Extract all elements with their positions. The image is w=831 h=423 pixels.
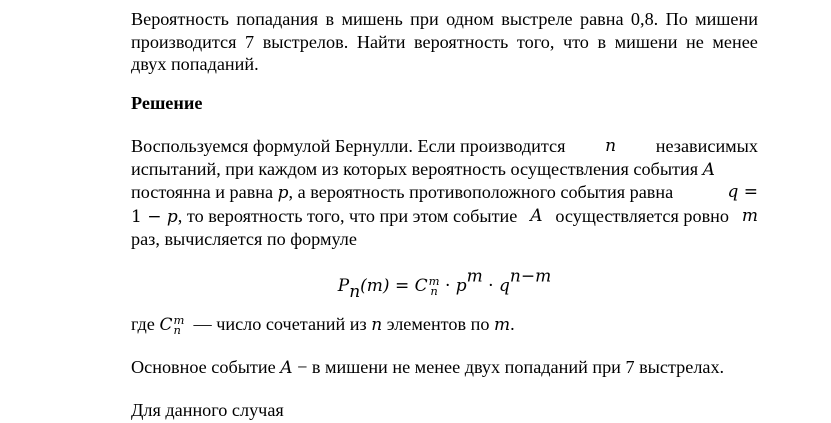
var-a-2: A (530, 205, 543, 226)
intro-text-3-left (131, 181, 673, 205)
intro-text-3a: постоянна и равна (131, 182, 274, 202)
bernoulli-formula (131, 266, 758, 302)
var-a: A (702, 159, 715, 180)
formula-q-sup: n−m (509, 266, 552, 287)
intro-text-1a: Воспользуемся формулой Бернулли. Если производится (131, 136, 566, 156)
solution-heading: Решение (131, 93, 203, 113)
formula-q: q (499, 276, 510, 296)
problem-line-2: производится 7 выстрелов. Найти вероятность того, что в мишени не менее (131, 31, 758, 52)
var-n: n (605, 136, 617, 156)
intro-line-1 (131, 135, 758, 158)
main-event (131, 356, 724, 380)
intro-text-4-left (131, 205, 517, 229)
intro-line-3 (131, 181, 758, 205)
intro-text-4b: , то вероятность того, что при этом событие (177, 205, 518, 226)
problem-statement (131, 8, 758, 76)
problem-line-3: двух попаданий. (131, 54, 259, 74)
intro-text-3b: , а вероятность противоположного события равна (288, 182, 674, 202)
formula-c-sub: n (430, 284, 438, 299)
main-event-var-a: A (280, 358, 293, 378)
intro-line-5: раз, вычисляется по формуле (131, 229, 357, 249)
formula-dot-2: · (482, 276, 499, 296)
combinations-note (131, 313, 515, 337)
intro-text-4c: осуществляется ровно (555, 205, 729, 226)
problem-line-1: Вероятность попадания в мишень при одном выстреле равна 0,8. По мишени (131, 9, 758, 29)
formula-p-lower: p (455, 276, 467, 296)
where-var-n: n (371, 315, 383, 335)
formula-p-sub: n (349, 281, 361, 302)
formula-c: C (414, 276, 428, 296)
where-text-b: — число сочетаний из (193, 314, 367, 334)
var-q-eq: q = (727, 182, 758, 202)
where-text-a: где (131, 314, 155, 334)
formula-dot-1: · (439, 276, 456, 296)
intro-text-2a: испытаний, при каждом из которых вероятность осуществления события (131, 158, 699, 179)
formula-eq: = (389, 276, 415, 296)
where-var-m: m (494, 315, 511, 335)
case-label: Для данного случая (131, 400, 284, 420)
var-p: p (277, 183, 289, 203)
where-end: . (510, 314, 515, 334)
bernoulli-intro (131, 135, 758, 251)
formula-p: P (337, 276, 350, 296)
formula-c-indices (428, 274, 440, 299)
main-event-text-a: Основное событие (131, 357, 276, 377)
main-event-text-b: − в мишени не менее двух попаданий при 7 выстрелах. (297, 357, 725, 377)
intro-line-4 (131, 205, 758, 229)
intro-line-2 (131, 158, 758, 182)
one-minus: 1 − (131, 206, 167, 227)
where-c: C (159, 315, 173, 335)
var-m: m (741, 205, 758, 226)
where-c-indices (173, 313, 185, 338)
formula-arg: (m) (360, 276, 390, 296)
formula-p-sup: m (466, 266, 483, 287)
intro-text-1b: независимых (655, 136, 758, 156)
var-p-2: p (166, 206, 178, 227)
where-c-sub: n (173, 323, 181, 338)
formula-c-sup: m (428, 274, 440, 289)
where-text-c: элементов по (386, 314, 490, 334)
where-c-sup: m (173, 313, 185, 328)
